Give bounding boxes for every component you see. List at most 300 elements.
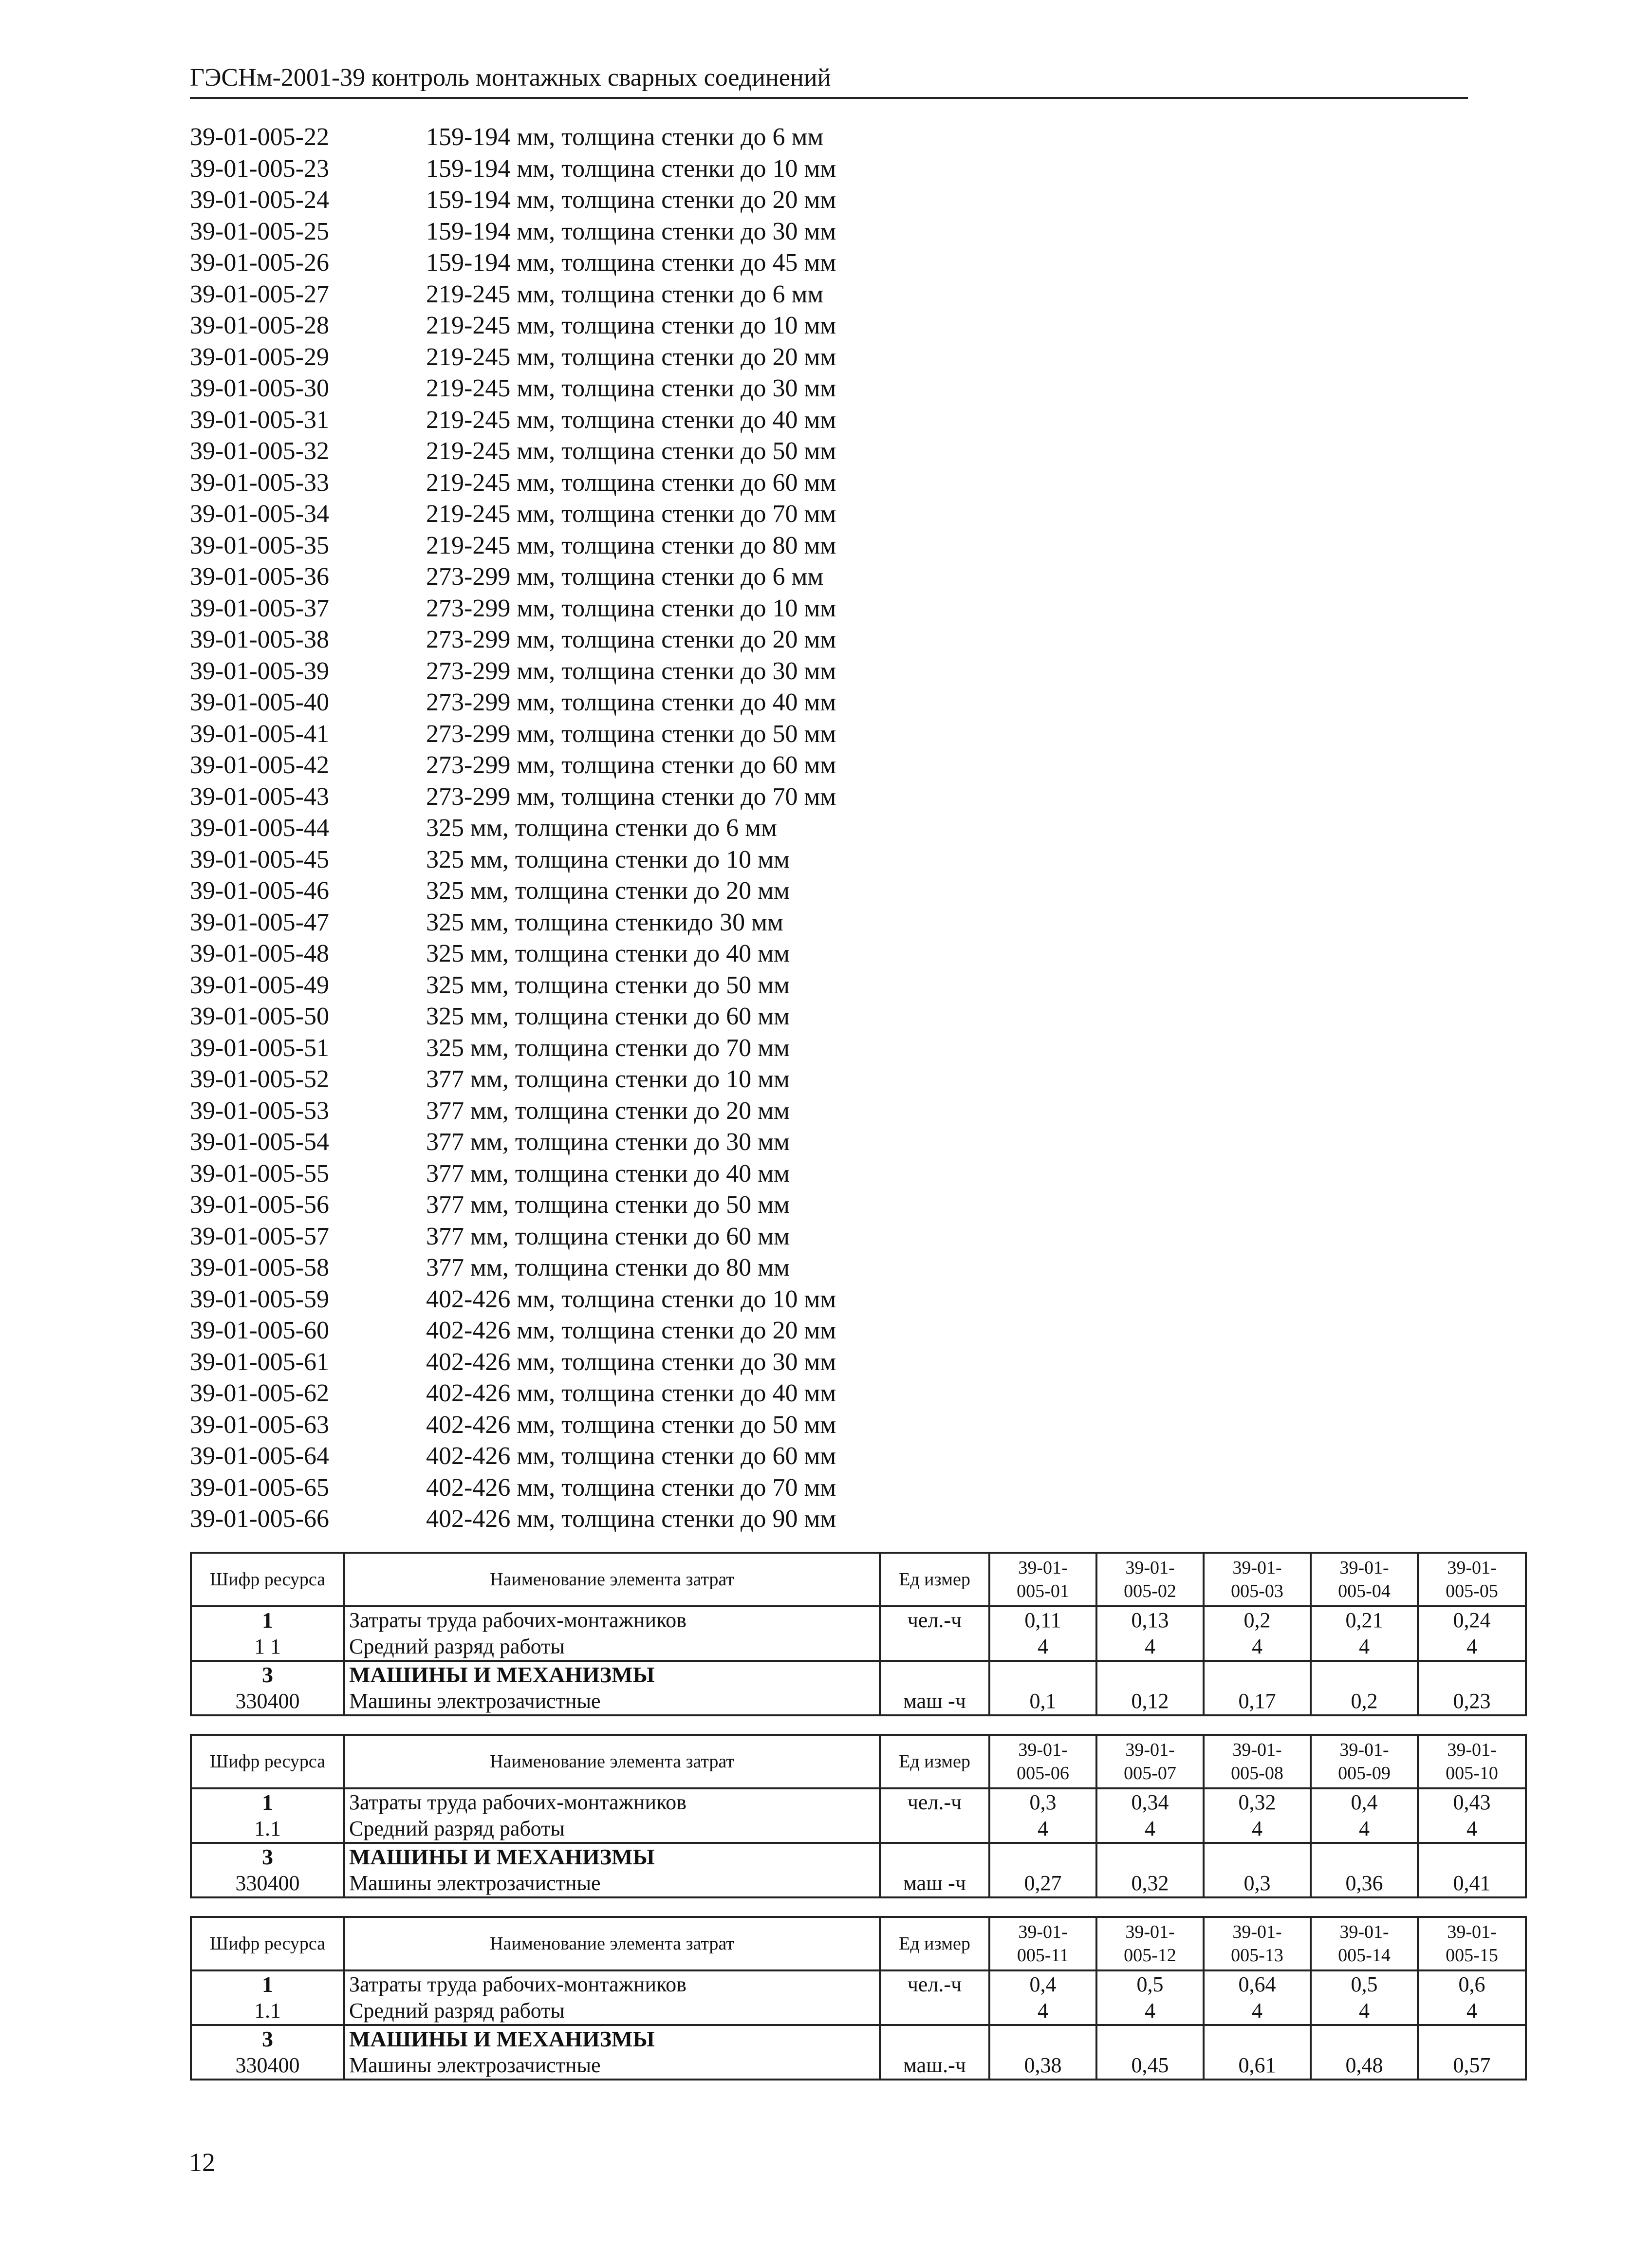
machine-value: 0,61 [1238, 2053, 1276, 2077]
list-item-code: 39-01-005-24 [190, 186, 329, 214]
value-cell [1204, 1970, 1311, 2025]
list-item [190, 1158, 1456, 1190]
header-norm-code [1418, 1553, 1526, 1606]
list-item [190, 624, 1456, 656]
unit-cell [880, 1843, 989, 1897]
list-item [190, 405, 1456, 436]
value-cell [1096, 1788, 1204, 1843]
list-item-code: 39-01-005-38 [190, 626, 329, 653]
list-item-code: 39-01-005-53 [190, 1096, 329, 1125]
labor-value: 0,32 [1238, 1790, 1276, 1814]
unit: маш -ч [903, 1689, 966, 1713]
unit: чел.-ч [907, 1790, 962, 1814]
value-cell [1311, 1788, 1418, 1843]
list-item-code: 39-01-005-61 [190, 1348, 329, 1376]
machine-value: 0,38 [1024, 2053, 1062, 2077]
list-item [190, 342, 1456, 373]
norm-code-line-1: 39-01- [1447, 1558, 1497, 1578]
value-cell [1311, 1606, 1418, 1661]
list-item-code: 39-01-005-45 [190, 845, 329, 873]
list-item-description: 377 мм, толщина стенки до 30 мм [426, 1128, 790, 1156]
header-norm-code [1096, 1553, 1204, 1606]
list-item-description: 377 мм, толщина стенки до 10 мм [426, 1065, 790, 1093]
norm-code-line-1: 39-01- [1232, 1558, 1282, 1578]
list-item [190, 1001, 1456, 1033]
norm-code-line-2: 005-11 [1017, 1945, 1069, 1966]
list-item-description: 402-426 мм, толщина стенки до 30 мм [426, 1348, 836, 1376]
list-item-description: 219-245 мм, толщина стенки до 30 мм [426, 374, 836, 402]
labor-value: 0,5 [1136, 1972, 1164, 1996]
header-norm-code [1418, 1917, 1526, 1970]
list-item-code: 39-01-005-64 [190, 1442, 329, 1470]
list-item [190, 1096, 1456, 1127]
list-item-description: 219-245 мм, толщина стенки до 80 мм [426, 531, 836, 559]
machine-value: 0,23 [1453, 1689, 1491, 1713]
header-element-name: Наименование элемента затрат [344, 1917, 880, 1970]
list-item-code: 39-01-005-59 [190, 1285, 329, 1313]
list-item-description: 325 мм, толщина стенки до 40 мм [426, 940, 790, 967]
norm-code-line-2: 005-07 [1124, 1763, 1176, 1783]
list-item [190, 719, 1456, 750]
norm-code-line-1: 39-01- [1018, 1558, 1068, 1578]
labor-value: 0,4 [1351, 1790, 1378, 1814]
element-name: Средний разряд работы [349, 1999, 565, 2023]
work-grade: 4 [1252, 1817, 1262, 1840]
machine-value: 0,41 [1453, 1871, 1491, 1895]
header-norm-code [1096, 1917, 1204, 1970]
unit: чел.-ч [907, 1608, 962, 1632]
list-item [190, 1347, 1456, 1378]
list-item-description: 273-299 мм, толщина стенки до 6 мм [426, 563, 824, 591]
list-item [190, 1127, 1456, 1158]
list-item-code: 39-01-005-42 [190, 751, 329, 779]
unit: маш.-ч [903, 2053, 966, 2077]
work-grade: 4 [1466, 1634, 1477, 1658]
page-number: 12 [189, 2148, 215, 2177]
labor-value: 0,43 [1453, 1790, 1491, 1814]
value-cell [1418, 1970, 1526, 2025]
list-item-description: 159-194 мм, толщина стенки до 30 мм [426, 217, 836, 245]
labor-value: 0,4 [1029, 1972, 1057, 1996]
value-cell [1096, 1661, 1204, 1715]
resource-code: 1 [262, 1608, 273, 1633]
list-item [190, 185, 1456, 216]
machine-value: 0,27 [1024, 1871, 1062, 1895]
list-item-code: 39-01-005-55 [190, 1159, 329, 1188]
list-item-code: 39-01-005-47 [190, 908, 329, 936]
norm-code-line-2: 005-10 [1446, 1763, 1498, 1783]
unit-cell [880, 1606, 989, 1661]
resource-code: 3 [262, 2026, 273, 2051]
work-grade: 4 [1252, 1634, 1262, 1658]
list-item-description: 159-194 мм, толщина стенки до 10 мм [426, 154, 836, 183]
labor-value: 0,3 [1029, 1790, 1057, 1814]
value-cell [989, 1843, 1096, 1897]
list-item [190, 153, 1456, 185]
list-item-description: 402-426 мм, толщина стенки до 40 мм [426, 1379, 836, 1407]
resource-code: 1.1 [254, 1999, 281, 2023]
resource-table-2 [190, 1734, 1527, 1898]
list-item [190, 1441, 1456, 1472]
list-item [190, 561, 1456, 593]
table-row [191, 1788, 1526, 1843]
list-item [190, 938, 1456, 970]
resource-code-cell [191, 1661, 344, 1715]
norm-code-line-1: 39-01- [1018, 1922, 1068, 1942]
list-item-description: 377 мм, толщина стенки до 40 мм [426, 1159, 790, 1188]
list-item-code: 39-01-005-48 [190, 940, 329, 967]
unit-cell [880, 1661, 989, 1715]
list-item-code: 39-01-005-46 [190, 877, 329, 905]
value-cell [989, 1606, 1096, 1661]
section-heading: МАШИНЫ И МЕХАНИЗМЫ [349, 1844, 655, 1869]
value-cell [1311, 1843, 1418, 1897]
labor-value: 0,24 [1453, 1608, 1491, 1632]
list-item [190, 1033, 1456, 1064]
list-item [190, 247, 1456, 279]
list-item-description: 273-299 мм, толщина стенки до 70 мм [426, 782, 836, 811]
value-cell [1418, 1661, 1526, 1715]
norm-code-line-1: 39-01- [1018, 1740, 1068, 1760]
resource-code: 330400 [235, 2053, 300, 2077]
list-item-code: 39-01-005-43 [190, 782, 329, 811]
list-item-code: 39-01-005-35 [190, 531, 329, 559]
table-header-row [191, 1917, 1526, 1970]
list-item-description: 325 мм, толщина стенкидо 30 мм [426, 908, 783, 936]
list-item-code: 39-01-005-22 [190, 123, 329, 151]
value-cell [1096, 1843, 1204, 1897]
unit: чел.-ч [907, 1972, 962, 1996]
list-item [190, 216, 1456, 248]
unit-cell [880, 1788, 989, 1843]
header-norm-code [1204, 1553, 1311, 1606]
resource-code-cell [191, 1606, 344, 1661]
list-item [190, 1064, 1456, 1096]
page-header [190, 61, 1468, 99]
list-item-code: 39-01-005-60 [190, 1317, 329, 1344]
element-name: Затраты труда рабочих-монтажников [349, 1608, 687, 1632]
list-item-code: 39-01-005-41 [190, 720, 329, 748]
section-heading: МАШИНЫ И МЕХАНИЗМЫ [349, 2026, 655, 2051]
work-grade: 4 [1466, 1817, 1477, 1840]
list-item-code: 39-01-005-51 [190, 1034, 329, 1062]
list-item [190, 687, 1456, 719]
machine-value: 0,32 [1131, 1871, 1169, 1895]
machine-value: 0,57 [1453, 2053, 1491, 2077]
list-item-code: 39-01-005-52 [190, 1065, 329, 1093]
work-grade: 4 [1359, 1999, 1370, 2023]
resource-code: 3 [262, 1662, 273, 1687]
list-item-code: 39-01-005-25 [190, 217, 329, 245]
machine-value: 0,1 [1029, 1689, 1057, 1713]
list-item [190, 907, 1456, 939]
list-item-code: 39-01-005-63 [190, 1411, 329, 1439]
norm-code-line-2: 005-01 [1017, 1581, 1069, 1601]
list-item [190, 499, 1456, 530]
resource-code: 1 1 [254, 1634, 281, 1658]
list-item [190, 1378, 1456, 1410]
header-element-name: Наименование элемента затрат [344, 1735, 880, 1788]
work-grade: 4 [1466, 1999, 1477, 2023]
header-norm-code [1204, 1917, 1311, 1970]
norm-code-line-2: 005-06 [1017, 1763, 1069, 1783]
header-title: ГЭСНм-2001-39 контроль монтажных сварных соединений [190, 64, 831, 92]
value-cell [1096, 1970, 1204, 2025]
table-row [191, 1661, 1526, 1715]
value-cell [1418, 1606, 1526, 1661]
list-item-description: 159-194 мм, толщина стенки до 6 мм [426, 123, 824, 151]
list-item-code: 39-01-005-37 [190, 594, 329, 622]
list-item-description: 273-299 мм, толщина стенки до 20 мм [426, 626, 836, 653]
list-item-description: 325 мм, толщина стенки до 50 мм [426, 971, 790, 999]
list-item-description: 325 мм, толщина стенки до 10 мм [426, 845, 790, 873]
list-item [190, 1472, 1456, 1504]
norm-code-line-2: 005-03 [1231, 1581, 1283, 1601]
header-norm-code [989, 1553, 1096, 1606]
resource-code-cell [191, 2025, 344, 2080]
list-item [190, 593, 1456, 625]
norm-code-line-1: 39-01- [1447, 1740, 1497, 1760]
header-norm-code [1204, 1735, 1311, 1788]
list-item-code: 39-01-005-58 [190, 1254, 329, 1282]
element-name-cell [344, 2025, 880, 2080]
header-norm-code [1311, 1553, 1418, 1606]
work-grade: 4 [1145, 1999, 1155, 2023]
element-name: Машины электрозачистные [349, 1689, 601, 1713]
list-item-description: 219-245 мм, толщина стенки до 10 мм [426, 312, 836, 339]
value-cell [989, 1661, 1096, 1715]
value-cell [1418, 2025, 1526, 2080]
unit-cell [880, 2025, 989, 2080]
list-item-description: 377 мм, толщина стенки до 50 мм [426, 1191, 790, 1219]
value-cell [1311, 1661, 1418, 1715]
list-item-code: 39-01-005-62 [190, 1379, 329, 1407]
list-item-description: 273-299 мм, толщина стенки до 60 мм [426, 751, 836, 779]
labor-value: 0,13 [1131, 1608, 1169, 1632]
list-item-description: 273-299 мм, толщина стенки до 40 мм [426, 688, 836, 716]
list-item-description: 402-426 мм, толщина стенки до 10 мм [426, 1285, 836, 1313]
list-item-code: 39-01-005-28 [190, 312, 329, 339]
machine-value: 0,45 [1131, 2053, 1169, 2077]
norm-code-line-2: 005-02 [1124, 1581, 1176, 1601]
list-item-code: 39-01-005-36 [190, 563, 329, 591]
unit: маш -ч [903, 1871, 966, 1895]
machine-value: 0,2 [1351, 1689, 1378, 1713]
element-name-cell [344, 1970, 880, 2025]
value-cell [1096, 1606, 1204, 1661]
list-item-description: 273-299 мм, толщина стенки до 50 мм [426, 720, 836, 748]
resource-code-cell [191, 1788, 344, 1843]
list-item [190, 844, 1456, 876]
list-item-code: 39-01-005-65 [190, 1473, 329, 1502]
norm-code-line-2: 005-05 [1446, 1581, 1498, 1601]
resource-table-1 [190, 1552, 1527, 1716]
norm-code-line-1: 39-01- [1339, 1922, 1389, 1942]
element-name-cell [344, 1843, 880, 1897]
header-norm-code [989, 1735, 1096, 1788]
list-item-code: 39-01-005-34 [190, 500, 329, 528]
list-item-description: 402-426 мм, толщина стенки до 20 мм [426, 1317, 836, 1344]
norm-code-line-1: 39-01- [1125, 1558, 1175, 1578]
list-item-description: 325 мм, толщина стенки до 60 мм [426, 1003, 790, 1030]
labor-value: 0,21 [1345, 1608, 1383, 1632]
norm-code-line-1: 39-01- [1447, 1922, 1497, 1942]
work-grade: 4 [1038, 1817, 1048, 1840]
value-cell [1204, 1661, 1311, 1715]
list-item-code: 39-01-005-30 [190, 374, 329, 402]
resource-code: 330400 [235, 1871, 300, 1895]
list-item-description: 219-245 мм, толщина стенки до 50 мм [426, 437, 836, 465]
norm-code-line-2: 005-15 [1446, 1945, 1498, 1966]
norm-code-line-1: 39-01- [1339, 1740, 1389, 1760]
value-cell [1204, 1788, 1311, 1843]
labor-value: 0,6 [1458, 1972, 1485, 1996]
resource-code-cell [191, 1843, 344, 1897]
value-cell [1204, 2025, 1311, 2080]
list-item-description: 219-245 мм, толщина стенки до 70 мм [426, 500, 836, 528]
list-item-description: 219-245 мм, толщина стенки до 20 мм [426, 343, 836, 371]
header-element-name: Наименование элемента затрат [344, 1553, 880, 1606]
list-item [190, 970, 1456, 1002]
value-cell [1311, 2025, 1418, 2080]
list-item-code: 39-01-005-31 [190, 406, 329, 434]
list-item [190, 1504, 1456, 1535]
machine-value: 0,48 [1345, 2053, 1383, 2077]
list-item-description: 402-426 мм, толщина стенки до 90 мм [426, 1505, 836, 1533]
header-norm-code [1311, 1735, 1418, 1788]
resource-table-3 [190, 1916, 1527, 2080]
code-list [190, 122, 1456, 1535]
labor-value: 0,64 [1238, 1972, 1276, 1996]
norm-code-line-2: 005-08 [1231, 1763, 1283, 1783]
resource-code: 1 [262, 1972, 273, 1997]
list-item-description: 402-426 мм, толщина стенки до 70 мм [426, 1473, 836, 1502]
element-name-cell [344, 1606, 880, 1661]
list-item-description: 325 мм, толщина стенки до 70 мм [426, 1034, 790, 1062]
element-name: Машины электрозачистные [349, 2053, 601, 2077]
list-item [190, 1315, 1456, 1347]
unit-cell [880, 1970, 989, 2025]
list-item-description: 219-245 мм, толщина стенки до 60 мм [426, 468, 836, 497]
norm-code-line-1: 39-01- [1232, 1740, 1282, 1760]
element-name: Средний разряд работы [349, 1634, 565, 1658]
list-item [190, 279, 1456, 311]
list-item-description: 273-299 мм, толщина стенки до 10 мм [426, 594, 836, 622]
value-cell [989, 1788, 1096, 1843]
table-header-row [191, 1735, 1526, 1788]
list-item [190, 436, 1456, 467]
header-norm-code [989, 1917, 1096, 1970]
list-item-description: 159-194 мм, толщина стенки до 45 мм [426, 249, 836, 277]
list-item-description: 377 мм, толщина стенки до 20 мм [426, 1096, 790, 1125]
table-row [191, 1843, 1526, 1897]
resource-code: 3 [262, 1844, 273, 1869]
section-heading: МАШИНЫ И МЕХАНИЗМЫ [349, 1662, 655, 1687]
list-item [190, 813, 1456, 844]
list-item [190, 1284, 1456, 1316]
element-name: Затраты труда рабочих-монтажников [349, 1790, 687, 1814]
header-resource-code: Шифр ресурса [191, 1735, 344, 1788]
list-item [190, 373, 1456, 405]
list-item-code: 39-01-005-39 [190, 657, 329, 685]
norm-code-line-1: 39-01- [1125, 1740, 1175, 1760]
list-item [190, 781, 1456, 813]
list-item-code: 39-01-005-32 [190, 437, 329, 465]
list-item-description: 325 мм, толщина стенки до 20 мм [426, 877, 790, 905]
list-item-code: 39-01-005-26 [190, 249, 329, 277]
work-grade: 4 [1038, 1999, 1048, 2023]
norm-code-line-1: 39-01- [1339, 1558, 1389, 1578]
table-row [191, 1970, 1526, 2025]
machine-value: 0,17 [1238, 1689, 1276, 1713]
list-item-code: 39-01-005-66 [190, 1505, 329, 1533]
list-item-code: 39-01-005-27 [190, 280, 329, 308]
header-norm-code [1311, 1917, 1418, 1970]
header-resource-code: Шифр ресурса [191, 1553, 344, 1606]
element-name: Средний разряд работы [349, 1817, 565, 1840]
list-item-description: 219-245 мм, толщина стенки до 6 мм [426, 280, 824, 308]
list-item-description: 402-426 мм, толщина стенки до 60 мм [426, 1442, 836, 1470]
header-unit: Ед измер [880, 1917, 989, 1970]
list-item-code: 39-01-005-54 [190, 1128, 329, 1156]
resource-code: 330400 [235, 1689, 300, 1713]
list-item [190, 467, 1456, 499]
element-name: Машины электрозачистные [349, 1871, 601, 1895]
header-resource-code: Шифр ресурса [191, 1917, 344, 1970]
value-cell [1204, 1843, 1311, 1897]
table-header-row [191, 1553, 1526, 1606]
work-grade: 4 [1359, 1634, 1370, 1658]
norm-code-line-1: 39-01- [1125, 1922, 1175, 1942]
labor-value: 0,11 [1024, 1608, 1061, 1632]
list-item-description: 159-194 мм, толщина стенки до 20 мм [426, 186, 836, 214]
norm-code-line-2: 005-04 [1338, 1581, 1391, 1601]
resource-code: 1.1 [254, 1817, 281, 1840]
element-name-cell [344, 1661, 880, 1715]
list-item [190, 1252, 1456, 1284]
norm-code-line-2: 005-09 [1338, 1763, 1391, 1783]
list-item-description: 325 мм, толщина стенки до 6 мм [426, 814, 777, 842]
header-unit: Ед измер [880, 1553, 989, 1606]
work-grade: 4 [1145, 1817, 1155, 1840]
list-item [190, 750, 1456, 781]
value-cell [1096, 2025, 1204, 2080]
list-item-code: 39-01-005-33 [190, 468, 329, 497]
list-item-code: 39-01-005-57 [190, 1222, 329, 1250]
element-name: Затраты труда рабочих-монтажников [349, 1972, 687, 1996]
list-item [190, 122, 1456, 153]
list-item-description: 273-299 мм, толщина стенки до 30 мм [426, 657, 836, 685]
value-cell [989, 2025, 1096, 2080]
list-item-description: 377 мм, толщина стенки до 80 мм [426, 1254, 790, 1282]
header-norm-code [1418, 1735, 1526, 1788]
machine-value: 0,12 [1131, 1689, 1169, 1713]
table-row [191, 1606, 1526, 1661]
list-item-code: 39-01-005-23 [190, 154, 329, 183]
value-cell [1204, 1606, 1311, 1661]
machine-value: 0,3 [1244, 1871, 1271, 1895]
norm-code-line-2: 005-12 [1124, 1945, 1176, 1966]
list-item-description: 402-426 мм, толщина стенки до 50 мм [426, 1411, 836, 1439]
header-unit: Ед измер [880, 1735, 989, 1788]
list-item [190, 1410, 1456, 1441]
work-grade: 4 [1359, 1817, 1370, 1840]
value-cell [1418, 1843, 1526, 1897]
list-item-code: 39-01-005-50 [190, 1003, 329, 1030]
norm-code-line-2: 005-14 [1338, 1945, 1391, 1966]
list-item [190, 656, 1456, 687]
list-item [190, 310, 1456, 342]
